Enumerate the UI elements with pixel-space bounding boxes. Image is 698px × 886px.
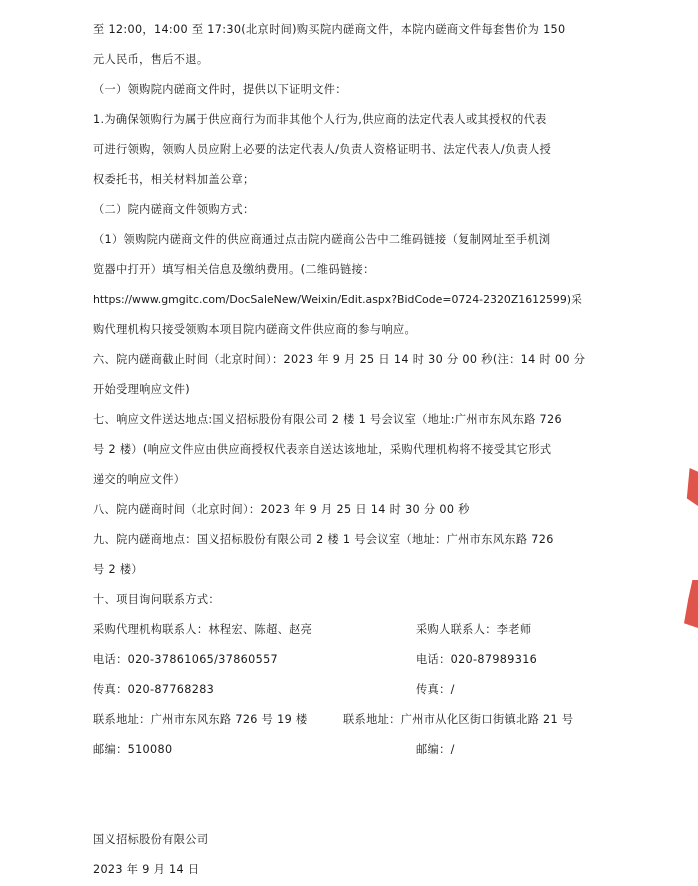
agency-contact: 采购代理机构联系人：林程宏、陈超、赵亮	[93, 623, 313, 636]
purchaser-phone: 电话：020-87989316	[416, 653, 538, 666]
time-heading: 八、院内磋商时间（北京时间）：2023 年 9 月 25 日 14 时 30 分 00 秒	[93, 503, 470, 516]
purchaser-address: 联系地址：广州市从化区街口街镇北路 21 号	[343, 713, 574, 726]
signature-company: 国义招标股份有限公司	[93, 833, 209, 846]
agency-fax: 传真：020-87768283	[93, 683, 215, 696]
red-seal-stamp	[684, 580, 698, 628]
text-line: 览器中打开）填写相关信息及缴纳费用。(二维码链接：	[93, 263, 375, 276]
section-heading: （二）院内磋商文件领购方式：	[93, 203, 255, 216]
red-seal-stamp	[684, 468, 698, 506]
purchaser-postcode: 邮编：/	[416, 743, 455, 756]
agency-address: 联系地址：广州市东风东路 726 号 19 楼	[93, 713, 308, 726]
text-line: 权委托书，相关材料加盖公章；	[93, 173, 255, 186]
purchaser-contact: 采购人联系人：李老师	[416, 623, 532, 636]
agency-phone: 电话：020-37861065/37860557	[93, 653, 279, 666]
text-line: 购代理机构只接受领购本项目院内磋商文件供应商的参与响应。	[93, 323, 417, 336]
text-line: 元人民币，售后不退。	[93, 53, 209, 66]
text-line: 1.为确保领购行为属于供应商行为而非其他个人行为,供应商的法定代表人或其授权的代表	[93, 113, 547, 126]
contact-heading: 十、项目询问联系方式：	[93, 593, 220, 606]
purchaser-fax: 传真：/	[416, 683, 455, 696]
text-line: 开始受理响应文件)	[93, 383, 191, 396]
signature-date: 2023 年 9 月 14 日	[93, 863, 200, 876]
text-line: 可进行领购，领购人员应附上必要的法定代表人/负责人资格证明书、法定代表人/负责人授	[93, 143, 552, 156]
text-line: 号 2 楼）	[93, 563, 143, 576]
text-line: （1）领购院内磋商文件的供应商通过点击院内磋商公告中二维码链接（复制网址至手机浏	[93, 233, 551, 246]
delivery-heading: 七、响应文件送达地点:国义招标股份有限公司 2 楼 1 号会议室（地址:广州市东风东路 726	[93, 413, 562, 426]
section-heading: （一）领购院内磋商文件时，提供以下证明文件：	[93, 83, 347, 96]
text-line: 号 2 楼）(响应文件应由供应商授权代表亲自送达该地址，采购代理机构将不接受其它形式	[93, 443, 552, 456]
text-line: 递交的响应文件）	[93, 473, 186, 486]
qr-link-text: https://www.gmgitc.com/DocSaleNew/Weixin/Edit.aspx?BidCode=0724-2320Z1612599)采	[93, 293, 582, 306]
deadline-heading: 六、院内磋商截止时间（北京时间）：2023 年 9 月 25 日 14 时 30 分 00 秒(注：14 时 00 分	[93, 353, 586, 366]
text-line: 至 12:00，14:00 至 17:30(北京时间)购买院内磋商文件，本院内磋商文件每套售价为 150	[93, 23, 566, 36]
location-heading: 九、院内磋商地点：国义招标股份有限公司 2 楼 1 号会议室（地址：广州市东风东路 726	[93, 533, 554, 546]
agency-postcode: 邮编：510080	[93, 743, 173, 756]
